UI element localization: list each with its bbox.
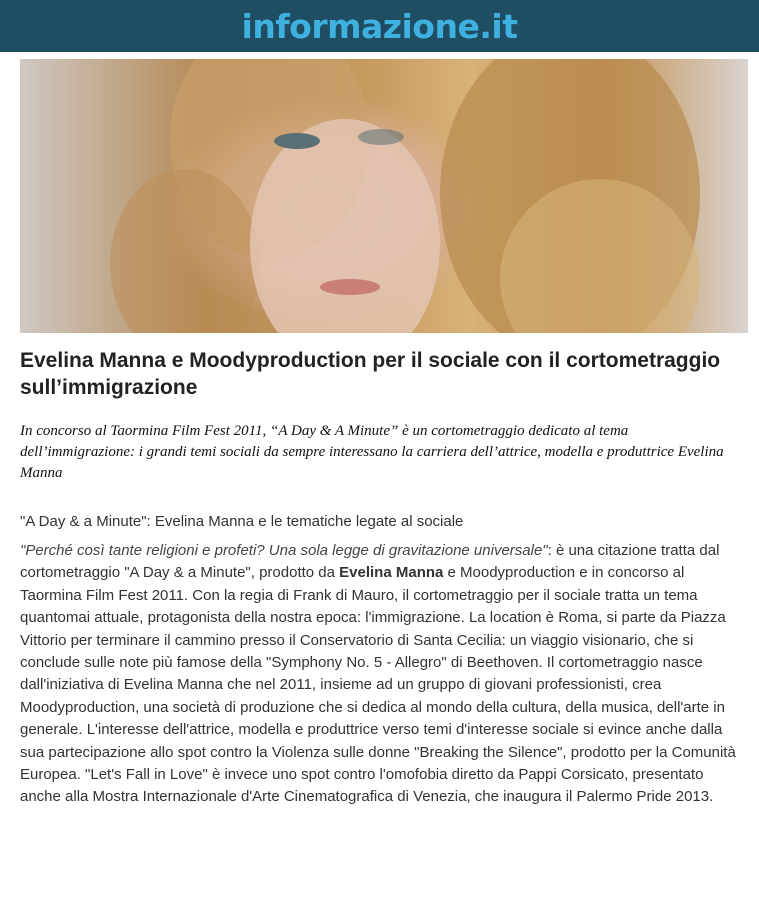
article-quote: "Perché così tante religioni e profeti? Una sola legge di gravitazione universale" xyxy=(20,542,548,559)
article-subheading: "A Day & a Minute": Evelina Manna e le tematiche legate al sociale xyxy=(20,513,464,530)
eye-shape xyxy=(274,133,320,149)
site-header xyxy=(0,0,759,52)
article-body xyxy=(20,540,740,809)
article-bold-name: Evelina Manna xyxy=(339,564,444,582)
article-hero-image xyxy=(20,59,748,333)
article-lead: In concorso al Taormina Film Fest 2011, “A Day & A Minute” è un cortometraggio dedicato al tema dell’immigrazione: i grandi temi sociali da sempre interessano la carriera dell’attrice, modella e produttrice Evelina Manna xyxy=(20,423,724,481)
article-body-text: e Moodyproduction e in concorso al Taormina Film Fest 2011. Con la regia di Frank di Mauro, il cortometraggio per il sociale tratta un tema quantomai attuale, protagonista della nostra epoca: l'immigrazione. La location è Roma, si parte da Piazza Vittorio per terminare il cammino presso il Conservatorio di Santa Cecilia: un viaggio visionario, che si conclude sulle note più famose della "Symphony No. 5 - Allegro" di Beethoven. Il cortometraggio nasce dall'iniziativa di Evelina Manna che nel 2011, insieme ad un gruppo di giovani professionisti, crea Moodyproduction, una società di produzione che si dedica al mondo della cultura, della musica, dell'arte in generale. L'interesse dell'attrice, modella e produttrice verso temi d'interesse sociale si evince anche dalla sua partecipazione allo spot contro la Violenza sulle donne "Breaking the Silence", prodotto per la Comunità Europea. "Let's Fall in Love" è invece uno spot contro l'omofobia diretto da Pappi Corsicato, presentato anche alla Mostra Internazionale d'Arte Cinematografica di Venezia, che inaugura il Palermo Pride 2013. xyxy=(20,564,736,806)
article-title: Evelina Manna e Moodyproduction per il sociale con il cortometraggio sull’immigrazione xyxy=(20,349,721,399)
lips-shape xyxy=(320,279,380,295)
site-logo-link[interactable]: informazione.it xyxy=(241,6,518,46)
article-body-text: : è una citazione tratta dal cortometraggio "A Day & a Minute", prodotto da xyxy=(20,542,720,582)
eye-shape xyxy=(358,129,404,145)
